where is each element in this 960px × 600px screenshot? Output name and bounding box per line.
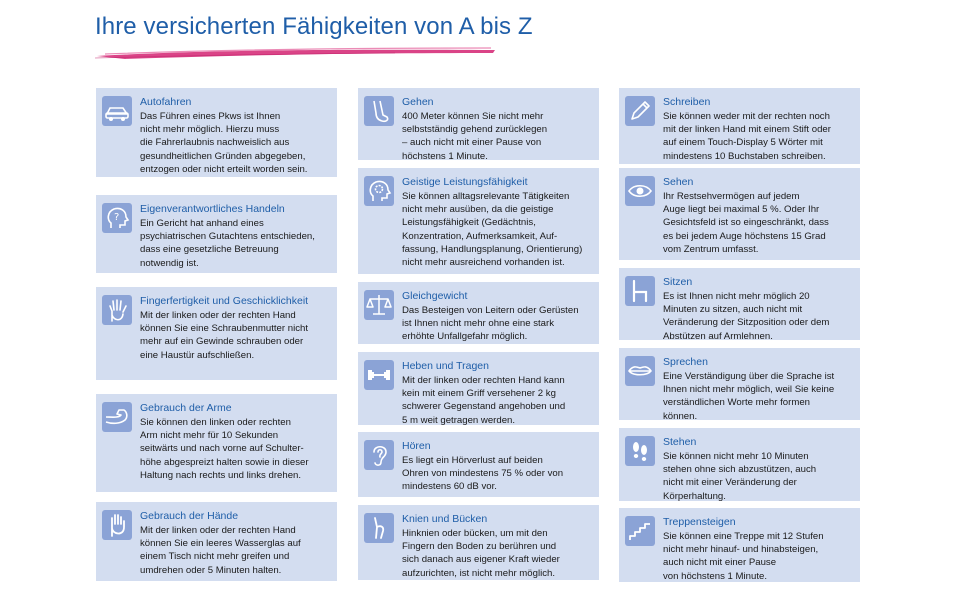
description-line: 400 Meter können Sie nicht mehr — [402, 111, 544, 122]
ability-title: Hören — [402, 440, 431, 452]
ability-card — [619, 508, 860, 582]
description-line: einem Tisch nicht mehr greifen und — [140, 551, 290, 563]
description-line: Ein Gericht hat anhand eines — [140, 218, 264, 229]
ability-title: Gebrauch der Arme — [140, 402, 232, 414]
stairs-icon — [625, 516, 655, 546]
ability-description — [663, 530, 855, 583]
ability-card — [358, 505, 599, 580]
ability-title: Treppensteigen — [663, 516, 736, 528]
description-line: auf einem Touch-Display 5 Wörter mit — [663, 137, 823, 149]
description-line: mindestens 10 Buchstaben schreiben. — [663, 150, 826, 162]
description-line: Leistungsfähigkeit (Gedächtnis, — [402, 217, 536, 229]
ability-title: Gehen — [402, 96, 434, 108]
ability-card — [619, 168, 860, 260]
ability-title: Geistige Leistungsfähigkeit — [402, 176, 528, 188]
description-line: fassung, Handlungsplanung, Orientierung) — [402, 243, 583, 255]
description-line: entzogen oder nicht erteilt worden sein. — [140, 163, 308, 175]
ability-title: Sprechen — [663, 356, 708, 368]
description-line: Eine Verständigung über die Sprache ist — [663, 371, 835, 382]
ability-card — [358, 352, 599, 425]
ability-description — [402, 454, 594, 494]
description-line: Das Führen eines Pkws ist Ihnen — [140, 111, 281, 122]
page-title: Ihre versicherten Fähigkeiten von A bis Z — [95, 13, 533, 40]
ability-description — [140, 524, 332, 577]
ability-description — [402, 527, 594, 580]
description-line: mehr auf ein Gewinde schrauben oder — [140, 336, 304, 348]
description-line: Sie können weder mit der rechten noch — [663, 111, 830, 122]
description-line: Sie können alltagsrelevante Tätigkeiten — [402, 191, 570, 202]
description-line: schwerer Gegenstand angehoben und — [402, 401, 566, 413]
car-icon — [102, 96, 132, 126]
ability-title: Heben und Tragen — [402, 360, 489, 372]
ability-title: Autofahren — [140, 96, 192, 108]
head-gear-icon — [364, 176, 394, 206]
ability-title: Knien und Bücken — [402, 513, 488, 525]
description-line: Körperhaltung. — [663, 490, 726, 502]
description-line: mindestens 60 dB vor. — [402, 481, 497, 493]
description-line: aufzurichten, ist nicht mehr möglich. — [402, 567, 556, 579]
ability-card — [96, 502, 337, 581]
description-line: höchstens 1 Minute. — [402, 150, 488, 162]
description-line: Abstützen auf Armlehnen. — [663, 330, 773, 342]
knee-icon — [364, 513, 394, 543]
description-line: kein mit einem Griff versehener 2 kg — [402, 388, 556, 400]
ability-description — [663, 290, 855, 343]
description-line: 5 m weit getragen werden. — [402, 414, 516, 426]
description-line: selbstständig gehend zurücklegen — [402, 124, 548, 136]
ability-title: Gebrauch der Hände — [140, 510, 239, 522]
description-line: Sie können eine Treppe mit 12 Stufen — [663, 531, 824, 542]
description-line: die Fahrerlaubnis nachweislich aus — [140, 137, 290, 149]
description-line: können Sie eine Schraubenmutter nicht — [140, 323, 308, 335]
ability-card — [358, 282, 599, 344]
ability-card — [96, 394, 337, 492]
description-line: sich danach aus eigener Kraft wieder — [402, 554, 560, 566]
description-line: dass eine gesetzliche Betreuung — [140, 244, 279, 256]
ability-title: Gleichgewicht — [402, 290, 468, 302]
description-line: höhe abgespreizt halten sowie in dieser — [140, 456, 309, 468]
description-line: nicht mehr ausreichend vorhanden ist. — [402, 257, 565, 269]
description-line: gesundheitlichen Gründen abgegeben, — [140, 150, 306, 162]
description-line: Konzentration, Aufmerksamkeit, Auf- — [402, 230, 558, 242]
ability-card — [96, 287, 337, 380]
description-line: psychiatrischen Gutachtens entschieden, — [140, 231, 315, 243]
description-line: eine Haustür aufschließen. — [140, 349, 255, 361]
description-line: Auge liegt bei maximal 5 %. Oder Ihr — [663, 204, 820, 216]
ability-description — [402, 374, 594, 427]
description-line: nicht mehr ausüben, da die geistige — [402, 204, 554, 216]
hand-icon — [102, 510, 132, 540]
description-line: vom Zentrum umfasst. — [663, 243, 759, 255]
ability-description — [402, 304, 594, 344]
ability-description — [140, 416, 332, 482]
ability-card — [358, 168, 599, 274]
foot-icon — [364, 96, 394, 126]
hand-fingers-icon — [102, 295, 132, 325]
description-line: es bei jedem Auge höchstens 15 Grad — [663, 230, 826, 242]
description-line: Mit der linken oder rechten Hand kann — [402, 375, 565, 386]
ability-title: Eigenverantwortliches Handeln — [140, 203, 285, 215]
description-line: nicht mehr hinauf- und hinabsteigen, — [663, 544, 819, 556]
description-line: – auch nicht mit einer Pause von — [402, 137, 542, 149]
description-line: Minuten zu sitzen, auch nicht mit — [663, 304, 803, 316]
chair-icon — [625, 276, 655, 306]
arm-icon — [102, 402, 132, 432]
description-line: Gesichtsfeld ist so eingeschränkt, dass — [663, 217, 829, 229]
description-line: Das Besteigen von Leitern oder Gerüsten — [402, 305, 579, 316]
description-line: Arm nicht mehr für 10 Sekunden — [140, 430, 279, 442]
brush-stroke-decoration — [95, 44, 497, 62]
ability-title: Sitzen — [663, 276, 693, 288]
dumbbell-icon — [364, 360, 394, 390]
description-line: Es ist Ihnen nicht mehr möglich 20 — [663, 291, 810, 302]
description-line: nicht mit einer Veränderung der — [663, 477, 797, 489]
description-line: Mit der linken oder der rechten Hand — [140, 525, 296, 536]
description-line: von höchstens 1 Minute. — [663, 570, 767, 582]
description-line: mit der linken Hand mit einem Stift oder — [663, 124, 831, 136]
ability-title: Fingerfertigkeit und Geschicklichkeit — [140, 295, 309, 307]
description-line: verständlichen Worte mehr formen — [663, 397, 810, 409]
description-line: umdrehen oder 5 Minuten halten. — [140, 564, 282, 576]
ability-description — [402, 190, 594, 269]
ability-card — [96, 195, 337, 273]
svg-text:?: ? — [114, 212, 120, 223]
ear-icon — [364, 440, 394, 470]
description-line: Sie können nicht mehr 10 Minuten — [663, 451, 809, 462]
ability-description — [663, 450, 855, 503]
ability-card — [358, 432, 599, 497]
description-line: Ohren von mindestens 75 % oder von — [402, 468, 564, 480]
ability-description — [402, 110, 594, 163]
ability-card — [96, 88, 337, 177]
description-line: Mit der linken oder der rechten Hand — [140, 310, 296, 321]
description-line: können. — [663, 410, 698, 422]
lips-icon — [625, 356, 655, 386]
head-question-icon — [102, 203, 132, 233]
pencil-icon — [625, 96, 655, 126]
ability-title: Stehen — [663, 436, 697, 448]
ability-card — [358, 88, 599, 160]
ability-description — [140, 217, 332, 270]
ability-title: Schreiben — [663, 96, 711, 108]
description-line: Fingern den Boden zu berühren und — [402, 541, 557, 553]
description-line: Veränderung der Sitzposition oder dem — [663, 317, 830, 329]
description-line: Ihr Restsehvermögen auf jedem — [663, 191, 800, 202]
description-line: ist Ihnen nicht mehr ohne eine stark — [402, 318, 554, 330]
description-line: nicht mehr möglich. Hierzu muss — [140, 124, 280, 136]
description-line: Es liegt ein Hörverlust auf beiden — [402, 455, 543, 466]
description-line: Haltung nach rechts und links drehen. — [140, 469, 302, 481]
description-line: erhöhte Unfallgefahr möglich. — [402, 331, 528, 343]
ability-card — [619, 88, 860, 164]
ability-card — [619, 268, 860, 340]
footprints-icon — [625, 436, 655, 466]
description-line: Ihnen nicht mehr möglich, weil Sie keine — [663, 384, 835, 396]
description-line: können Sie ein leeres Wasserglas auf — [140, 538, 301, 550]
description-line: Sie können den linken oder rechten — [140, 417, 291, 428]
ability-description — [140, 309, 332, 362]
ability-description — [140, 110, 332, 176]
description-line: seitwärts und nach vorne auf Schulter- — [140, 443, 304, 455]
ability-card — [619, 428, 860, 501]
ability-card — [619, 348, 860, 420]
ability-description — [663, 110, 855, 163]
description-line: auch nicht mit einer Pause — [663, 557, 777, 569]
description-line: notwendig ist. — [140, 257, 199, 269]
ability-description — [663, 190, 855, 256]
ability-description — [663, 370, 855, 423]
ability-title: Sehen — [663, 176, 694, 188]
description-line: Hinknien oder bücken, um mit den — [402, 528, 548, 539]
balance-scale-icon — [364, 290, 394, 320]
description-line: stehen ohne sich abzustützen, auch — [663, 464, 817, 476]
eye-icon — [625, 176, 655, 206]
